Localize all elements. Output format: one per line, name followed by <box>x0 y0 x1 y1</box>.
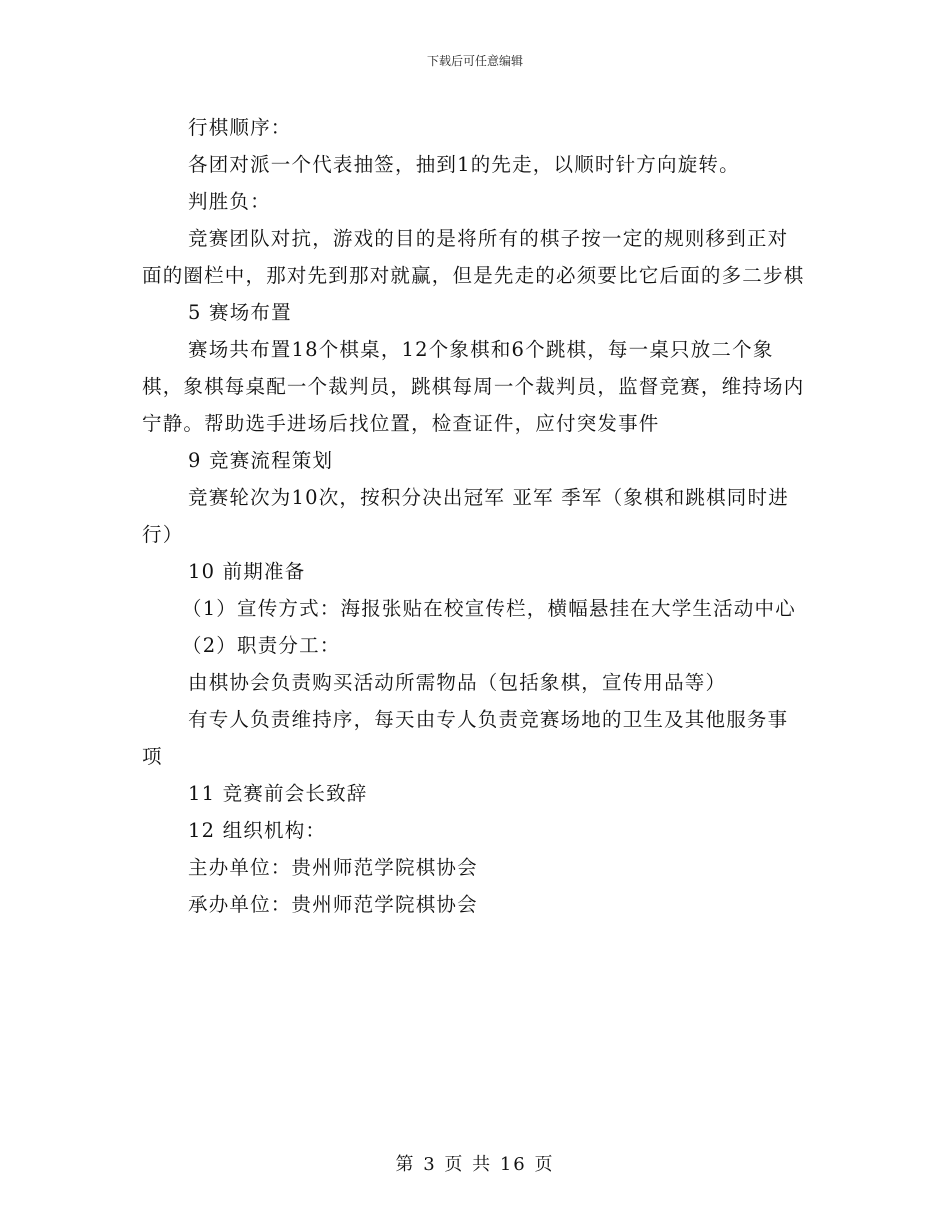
paragraph-move-order-heading: 行棋顺序： <box>188 116 292 139</box>
paragraph-process: 竞赛轮次为10次，按积分决出冠军 亚军 季军（象棋和跳棋同时进行） <box>142 486 789 546</box>
page-header: 下载后可任意编辑 <box>426 54 523 68</box>
document-body <box>142 109 808 923</box>
paragraph-judging: 竞赛团队对抗，游戏的目的是将所有的棋子按一定的规则移到正对面的圈栏中，那对先到那对就赢，但是先走的必须要比它后面的多二步棋 <box>142 227 805 287</box>
paragraph-organizer: 承办单位：贵州师范学院棋协会 <box>188 893 478 916</box>
paragraph-judging-heading: 判胜负： <box>188 190 271 213</box>
section-organization-heading: 12 组织机构： <box>188 819 327 842</box>
page-number: 第 3 页 共 16 页 <box>395 1154 555 1175</box>
section-preparation-heading: 10 前期准备 <box>188 560 306 583</box>
section-venue-heading: 5 赛场布置 <box>188 301 292 324</box>
paragraph-duties-heading: （2）职责分工： <box>182 634 341 657</box>
paragraph-venue: 赛场共布置18个棋桌，12个象棋和6个跳棋，每一桌只放二个象棋，象棋每桌配一个裁判员，跳棋每周一个裁判员，监督竞赛，维持场内宁静。帮助选手进场后找位置，检查证件，应付突发事件 <box>142 338 805 435</box>
paragraph-move-order: 各团对派一个代表抽签，抽到1的先走，以顺时针方向旋转。 <box>188 153 740 176</box>
section-process-heading: 9 竞赛流程策划 <box>188 449 334 472</box>
paragraph-purchasing: 由棋协会负责购买活动所需物品（包括象棋，宣传用品等） <box>188 671 727 694</box>
paragraph-publicity: （1）宣传方式：海报张贴在校宣传栏，横幅悬挂在大学生活动中心 <box>182 597 796 620</box>
paragraph-order-keeping: 有专人负责维持序，每天由专人负责竞赛场地的卫生及其他服务事项 <box>142 708 789 768</box>
section-speech-heading: 11 竞赛前会长致辞 <box>188 782 368 805</box>
paragraph-host: 主办单位：贵州师范学院棋协会 <box>188 856 478 879</box>
